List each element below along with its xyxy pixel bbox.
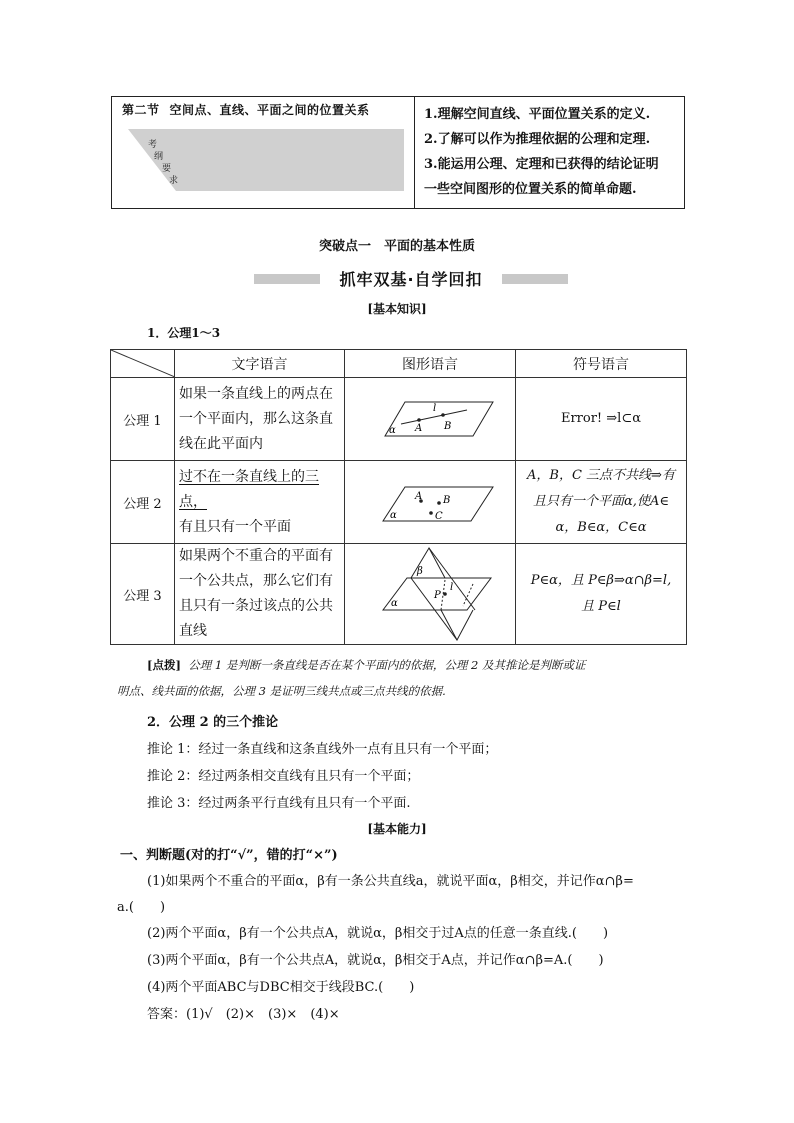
gray-ribbon-graphic [126, 127, 406, 193]
fig-label: A [415, 491, 423, 502]
table-header-row [111, 350, 687, 378]
note-line: 明点、线共面的依据，公理 3 是证明三线共点或三点共线的依据. [117, 684, 446, 698]
requirement-item: 2.了解可以作为推理依据的公理和定理. [424, 132, 651, 147]
banner-bar-left [254, 274, 324, 284]
requirement-item: 1.理解空间直线、平面位置关系的定义. [424, 107, 651, 122]
symbol-line: α，B∈α，C∈α [555, 520, 647, 535]
answers-line: 答案：(1)√ (2)× (3)× (4)× [147, 1007, 340, 1022]
corner-cell [111, 350, 175, 378]
section-title-header [122, 101, 370, 118]
symbol-line: 且只有一个平面α,使A∈ [533, 494, 669, 509]
question-line: a.( ) [117, 900, 166, 915]
text-line: 过不在一条直线上的三点， [179, 468, 319, 510]
question-line: (1)如果两个不重合的平面α，β有一条公共直线a，就说平面α，β相交，并记作α∩β= [147, 874, 634, 889]
text-line: 有且只有一个平面 [179, 518, 291, 535]
side-label-char: 求 [169, 176, 179, 186]
row-name: 公理 1 [111, 378, 175, 461]
intersecting-planes-figure [345, 544, 515, 644]
table-row [111, 544, 687, 645]
table-row [111, 378, 687, 461]
plane-points-figure [345, 461, 515, 543]
fig-label: A [415, 423, 423, 434]
corollary-item: 推论 3：经过两条平行直线有且只有一个平面. [147, 796, 411, 811]
header-box [111, 96, 685, 209]
diagonal-line [111, 350, 175, 377]
fig-label: α [390, 510, 397, 521]
symbol-line: Error! ⇒l⊂α [560, 411, 642, 426]
basic-ability-heading: [基本能力] [367, 822, 427, 836]
row-name: 公理 3 [111, 544, 175, 645]
question-line: (2)两个平面α，β有一个公共点A，就说α，β相交于过A点的任意一条直线.( ) [147, 926, 609, 941]
header-left-panel [112, 97, 415, 208]
symbol-line: 且 P∈l [581, 599, 621, 614]
corollary-item: 推论 1：经过一条直线和这条直线外一点有且只有一个平面； [147, 742, 498, 757]
symbol-line: P∈α，且 P∈β⇒α∩β=l, [530, 573, 672, 588]
text-cell [175, 461, 345, 544]
text-line: 线在此平面内 [179, 435, 263, 452]
fig-label: α [389, 425, 396, 436]
symbol-line: A，B，C 三点不共线⇒有 [527, 468, 675, 483]
banner [254, 269, 568, 289]
note-text: 公理 1 是判断一条直线是否在某个平面内的依据，公理 2 及其推论是判断或证 [188, 658, 586, 672]
axiom-table [110, 349, 687, 645]
corollary-item: 推论 2：经过两条相交直线有且只有一个平面； [147, 769, 420, 784]
figure-cell [345, 544, 516, 645]
side-label-char: 纲 [154, 152, 164, 162]
header-symbol-language: 符号语言 [516, 350, 687, 378]
symbol-cell [516, 461, 687, 544]
text-line: 如果两个不重合的平面有 [179, 548, 333, 564]
header-graphic-language: 图形语言 [345, 350, 516, 378]
text-line: 直线 [179, 623, 207, 639]
table-row [111, 461, 687, 544]
figure-cell [345, 378, 516, 461]
fig-label: B [443, 495, 451, 506]
header-text-language: 文字语言 [175, 350, 345, 378]
banner-bar-right [498, 274, 568, 284]
fig-label: α [391, 598, 398, 609]
section-name: 空间点、直线、平面之间的位置关系 [169, 103, 370, 117]
note-line [147, 657, 585, 673]
symbol-cell [516, 378, 687, 461]
side-label-char: 考 [148, 140, 158, 150]
judge-heading: 一、判断题(对的打“√”，错的打“×”) [120, 848, 338, 863]
text-cell [175, 544, 345, 645]
text-line: 一个平面内，那么这条直 [179, 410, 333, 427]
side-label-char: 要 [162, 164, 172, 174]
text-line: 一个公共点，那么它们有 [179, 573, 333, 589]
requirement-item: 3.能运用公理、定理和已获得的结论证明 [424, 157, 659, 172]
question-line: (3)两个平面α，β有一个公共点A，就说α，β相交于A点，并记作α∩β=A.( ) [147, 953, 604, 968]
text-line: 如果一条直线上的两点在 [179, 385, 333, 402]
requirement-item: 一些空间图形的位置关系的简单命题. [424, 182, 637, 197]
text-line: 且只有一条过该点的公共 [179, 598, 333, 614]
section-number: 第二节 [122, 103, 160, 117]
note-label: [点拨] [147, 658, 181, 672]
basic-knowledge-heading: [基本知识] [367, 302, 427, 316]
axioms-heading: 1．公理1～3 [147, 326, 221, 340]
plane-line-figure [345, 378, 515, 460]
requirements-list [424, 102, 680, 202]
corollaries-heading: 2．公理 2 的三个推论 [147, 715, 279, 730]
row-name: 公理 2 [111, 461, 175, 544]
fig-label: P [434, 590, 441, 601]
banner-text: 抓牢双基·自学回扣 [320, 267, 502, 290]
question-line: (4)两个平面ABC与DBC相交于线段BC.( ) [147, 980, 415, 995]
symbol-cell [516, 544, 687, 645]
section-heading: 突破点一 平面的基本性质 [318, 239, 475, 254]
text-cell [175, 378, 345, 461]
fig-label: β [417, 566, 423, 577]
fig-label: C [435, 511, 443, 522]
figure-cell [345, 461, 516, 544]
fig-label: B [444, 421, 452, 432]
fig-label: l [450, 582, 454, 593]
fig-label: l [433, 403, 437, 414]
